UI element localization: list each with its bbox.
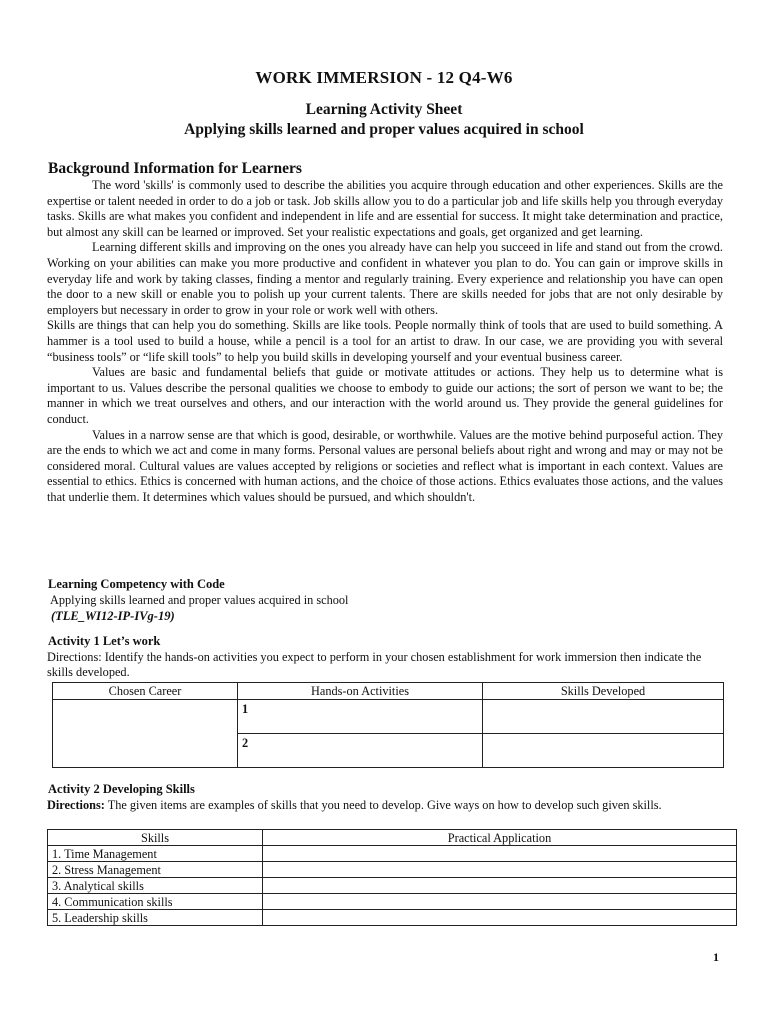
background-paragraph-4: Values are basic and fundamental beliefs that guide or motivate attitudes or actions. They help us to determine what is important to us. Values describe the personal qualities we choose to embody to guide our actions; the sort of person we want to be; the manner in which we treat ourselves and others, and our interaction with the world around us. They provide the general guidelines for conduct.: [47, 365, 723, 426]
table-header-row: [48, 830, 737, 846]
background-paragraph-2: Learning different skills and improving on the ones you already have can help you succeed in life and stand out from the crowd. Working on your abilities can make you more productive and confident in whatever you plan to do. You can gain or improve skills in everyday life and work by taking classes, finding a mentor and regularly training. Every experience and relationship you have can open the door to a new skill or enable you to polish up your current talents. There are skills needed for jobs that are not only desirable by employers but necessary in order to grow in your role or work well with others.: [47, 240, 723, 317]
chosen-career-cell[interactable]: [53, 700, 238, 768]
background-paragraph-3: Skills are things that can help you do something. Skills are like tools. People normally think of tools that are used to build something. A hammer is a tool used to build a house, while a pencil is a tool for an artist to draw. In our case, we are providing you with several “business tools” or “life skill tools” to help you build skills in developing yourself and your eventual business career.: [47, 318, 723, 364]
skills-developed-cell-1[interactable]: [483, 700, 724, 734]
practical-application-cell[interactable]: [263, 862, 737, 878]
activity2-heading: Activity 2 Developing Skills: [48, 782, 195, 796]
competency-code: (TLE_WI12-IP-IVg-19): [51, 609, 175, 623]
table-row: [48, 894, 737, 910]
background-heading: Background Information for Learners: [48, 160, 302, 177]
practical-application-cell[interactable]: [263, 878, 737, 894]
document-topic: Applying skills learned and proper values acquired in school: [184, 121, 584, 138]
skill-cell: 1. Time Management: [48, 846, 263, 862]
column-header-hands-on-activities: Hands-on Activities: [238, 683, 483, 700]
table-row: [48, 878, 737, 894]
table-row: [53, 700, 724, 734]
background-body: [47, 178, 723, 505]
page-number: 1: [713, 950, 719, 964]
activity1-heading: Activity 1 Let’s work: [48, 634, 161, 648]
competency-heading: Learning Competency with Code: [48, 577, 225, 591]
column-header-practical-application: Practical Application: [263, 830, 737, 846]
document-title: WORK IMMERSION - 12 Q4-W6: [255, 68, 513, 87]
skill-cell: 3. Analytical skills: [48, 878, 263, 894]
activity2-directions: [47, 798, 731, 813]
document-subtitle: Learning Activity Sheet: [305, 101, 463, 118]
skill-cell: 4. Communication skills: [48, 894, 263, 910]
column-header-chosen-career: Chosen Career: [53, 683, 238, 700]
table-row: [48, 910, 737, 926]
column-header-skills: Skills: [48, 830, 263, 846]
practical-application-cell[interactable]: [263, 846, 737, 862]
table-row: [48, 846, 737, 862]
practical-application-cell[interactable]: [263, 894, 737, 910]
background-paragraph-5: Values in a narrow sense are that which is good, desirable, or worthwhile. Values are the motive behind purposeful action. They are the ends to which we act and come in many forms. Personal values are personal beliefs about right and wrong and may or may not be considered moral. Cultural values are values accepted by religions or societies and reflect what is important in each context. Values are essential to ethics. Ethics is concerned with human actions, and the choice of those actions. Ethics evaluates those actions, and the values that underlie them. It determines which values should be pursued, and which shouldn't.: [47, 427, 723, 504]
background-paragraph-1: The word 'skills' is commonly used to describe the abilities you acquire through education and other experiences. Skills are the expertise or talent needed in order to do a job or task. Job skills allow you to do a particular job and life skills help you through everyday tasks. Skills are what makes you confident and independent in life and are essential for success. It might take determination and practice, but almost any skill can be learned or improved. Set your realistic expectations and goals, get organized and get learning.: [47, 178, 723, 239]
activity1-table: [52, 682, 724, 768]
column-header-skills-developed: Skills Developed: [483, 683, 724, 700]
hands-on-activity-cell-1[interactable]: 1: [238, 700, 483, 734]
activity1-directions: Directions: Identify the hands-on activities you expect to perform in your chosen establishment for work immersion then indicate the skills developed.: [47, 650, 702, 679]
table-row: [48, 862, 737, 878]
activity2-table: [47, 829, 737, 926]
activity2-directions-text: The given items are examples of skills that you need to develop. Give ways on how to develop such given skills.: [107, 798, 662, 812]
skill-cell: 5. Leadership skills: [48, 910, 263, 926]
competency-text: Applying skills learned and proper values acquired in school: [50, 593, 349, 607]
skills-developed-cell-2[interactable]: [483, 734, 724, 768]
practical-application-cell[interactable]: [263, 910, 737, 926]
table-header-row: [53, 683, 724, 700]
hands-on-activity-cell-2[interactable]: 2: [238, 734, 483, 768]
skill-cell: 2. Stress Management: [48, 862, 263, 878]
directions-label: Directions:: [47, 798, 105, 812]
